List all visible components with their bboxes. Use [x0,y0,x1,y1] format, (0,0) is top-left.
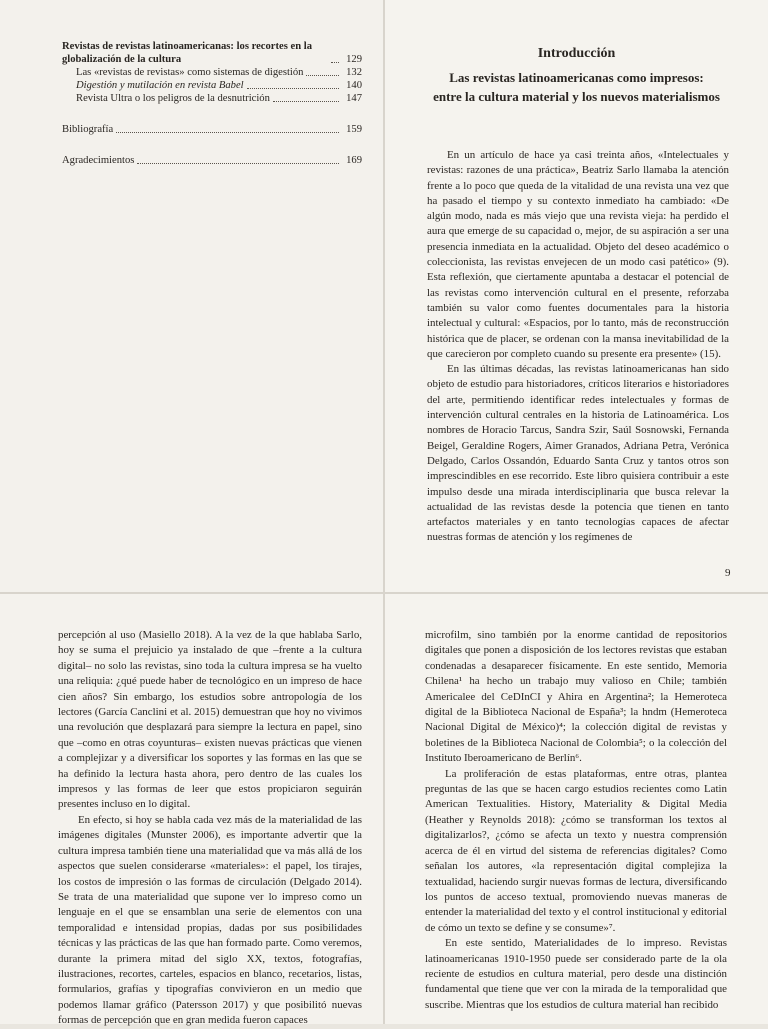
paragraph: microfilm, sino también por la enorme cantidad de repositorios digitales que ponen a disposición de los lectores revistas que estaban condenadas a desaparecer físicamente. En este sentido, Memoria Chilena¹ ha hecho un trabajo muy valioso en Chile; también Americalee del CeDInCI y Ahira en Argentina²; la Hemeroteca digital de la Biblioteca Nacional de España³; la hndm (Hemeroteca Nacional Digital de México)⁴; la colección digital de revistas y boletines de la Biblioteca Nacional de Colombia⁵; o la colección del Instituto Iberoamericano de Berlín⁶. [425,629,727,765]
body-text [425,628,727,1013]
page-gutter [0,592,768,594]
paragraph: La proliferación de estas plataformas, entre otras, plantea preguntas de las que se hacen cargo estudios recientes como Latin American Textualities. History, Materiality & Digital Media (Heather y Reynolds 2018): ¿cómo se transforman los textos al digitalizarlos?, ¿cómo se afecta un texto y nuestra comprensión acerca de él en virtud del sistema de referencias digitales? Como señalan los autores, «la representación digital complejiza la textualidad, haciendo surgir nuevas formas de lectura, diversificando los puntos de acceso textual, promoviendo nuevas maneras de entender la materialidad del texto y el control institucional y editorial de cómo un texto se define y se consume»⁷. [425,767,727,934]
page-number: 9 [725,567,731,579]
page-gutter [383,0,385,1024]
paragraph: En este sentido, Materialidades de lo impreso. Revistas latinoamericanas 1910-1950 puede ser considerado parte de la ola reciente de estudios en cultura material, pero desde una distinción fundamental que tiene que ver con la mirada de la temporalidad que suscribe. Mientras que los estudios de cultura material han recibido [425,937,727,1011]
toc-entry-label: Las «revistas de revistas» como sistemas de digestión [76,67,304,78]
introduction-page [385,0,768,592]
toc-entry-label: Bibliografía [62,124,114,135]
toc-page-number: 140 [346,80,362,91]
paragraph: En las últimas décadas, las revistas latinoamericanas han sido objeto de estudio para historiadores, críticos literarios e historiadores del arte, permitiendo identificar redes intelectuales y formas de intervención cultural centrales en la historia de Latinoamérica. Los nombres de Horacio Tarcus, Sandra Szir, Saúl Sosnowski, Fernanda Beigel, Geraldine Rogers, Aimer Granados, Adriana Petra, Verónica Delgado, Carlos Ossandón, Eduardo Santa Cruz y tantos otros son imprescindibles en ese recorrido. Este libro quisiera contribuir a este impulso desde una mirada interdisciplinaria que busca relevar la actualidad de las revistas desde la potencia que tienen en tanto artefactos materiales y en tanto tecnologías capaces de afectar nuestras formas de atención y los regímenes de [427,363,729,544]
table-of-contents [62,40,362,167]
body-text [58,628,362,1029]
paragraph: En efecto, si hoy se habla cada vez más de la materialidad de las imágenes digitales (Munster 2006), es importante advertir que la cultura impresa también tiene una materialidad que va más allá de los aspectos que suelen considerarse «materiales»: el papel, los tirajes, los costos de impresión o las formas de circulación (Delgado 2014). Se trata de una materialidad que supone ver lo impreso como un lenguaje en el que se ensamblan una serie de elementos con una temporalidad e intensidad propias, dadas por sus posibilidades técnicas y las prácticas de las que han formado parte. Como veremos, durante la primera mitad del siglo XX, textos, fotografías, ilustraciones, recortes, carteles, espacios en blanco, recetarios, listas, formularios, grafías y tipografías convivieron en un medio que podemos llamar gráfico (Patersson 2017) y que posibilitó nuevas formas de percepción que en gran medida fueron capaces [58,813,362,1027]
toc-page-number: 169 [346,155,362,166]
toc-page-number: 132 [346,67,362,78]
toc-section-title: Revistas de revistas latinoamericanas: los recortes en la globalización de la cultura [62,41,312,65]
toc-entry[interactable] [62,92,362,105]
toc-leader [273,101,339,102]
body-text [427,148,729,546]
toc-acknowledgements[interactable] [62,154,362,167]
chapter-heading: Introducción [537,46,616,61]
toc-page [0,0,383,592]
toc-entry[interactable] [62,66,362,79]
toc-entry[interactable] [62,79,362,92]
paragraph: En un artículo de hace ya casi treinta años, «Intelectuales y revistas: razones de una práctica», Beatriz Sarlo llamaba la atención frente a lo poco que queda de la vitalidad de una revista una vez que ha pasado el tiempo y su contexto inmediato ha cambiado: «De algún modo, nada es más viejo que una revista vieja: ha perdido el aura que emerge de su capacidad o, mejor, de su aspiración a ser una presencia inmediata en la actualidad. Objeto del deseo académico o coleccionista, las revistas envejecen de un modo casi patético» (9). Esta reflexión, que ciertamente apuntaba a destacar el potencial de las revistas como intervención cultural en el presente, reforzaba también su valor como fuentes documentales para la historia intelectual y cultural: «Espacios, por lo tanto, más de reconstrucción histórica que de placer, se ordenan con la mansa inevitabilidad de la que carecieron por completo cuando su presente era presente» (15). [427,149,729,360]
toc-page-number: 159 [346,124,362,135]
chapter-subtitle [405,68,748,106]
toc-entry-label: Revista Ultra o los peligros de la desnutrición [76,93,270,104]
toc-leader [331,62,339,63]
chapter-subtitle-line: entre la cultura material y los nuevos materialismos [433,89,720,104]
toc-section[interactable] [62,40,362,66]
toc-entry-label: Digestión y mutilación en revista Babel [76,80,244,91]
paragraph: percepción al uso (Masiello 2018). A la vez de la que hablaba Sarlo, hoy se suma el prejuicio ya instalado de que –frente a la cultura digital– no solo las revistas, sino toda la cultura impresa se ha vuelto una reliquia: ¿qué puede haber de tecnológico en un impreso de hace cien años? Sin embargo, los estudios sobre antropología de los lectores (García Canclini et al. 2015) demuestran que hoy no vivimos una revolución que desplazará para siempre la lectura en papel, sino que –como en otras coyunturas– existen nuevas prácticas que vienen a complejizar y a diversificar los soportes y las formas en las que se ha definido la lectura hasta ahora, pero dentro de las cuales los impresos y las formas de leer que estos propiciaron seguirán presentes incluso en lo digital. [58,629,362,811]
toc-leader [116,132,339,133]
toc-leader [137,163,339,164]
toc-leader [306,75,339,76]
toc-page-number: 129 [346,54,362,65]
toc-entry-label: Agradecimientos [62,155,135,166]
toc-page-number: 147 [346,93,362,104]
toc-leader [247,88,339,89]
toc-bibliography[interactable] [62,123,362,136]
chapter-subtitle-line: Las revistas latinoamericanas como impresos: [449,70,704,85]
